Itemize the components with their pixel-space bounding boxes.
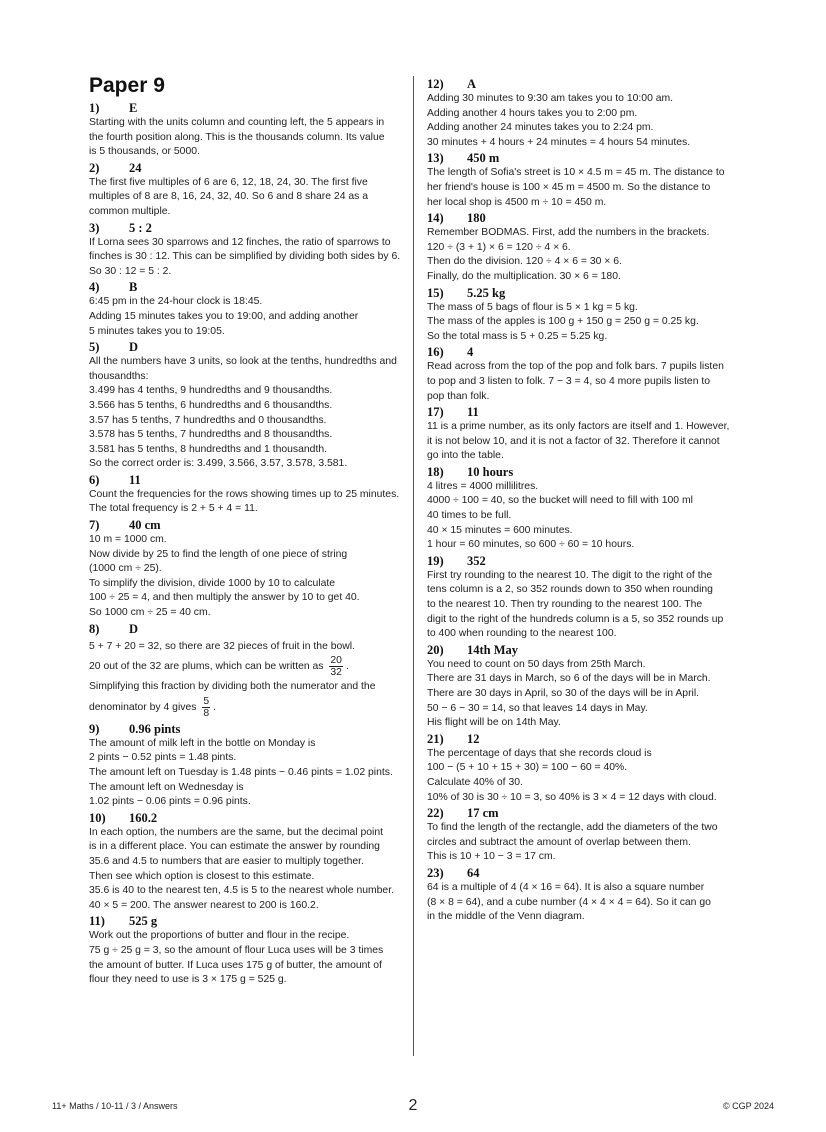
footer-page-number: 2 (408, 1097, 418, 1114)
right-questions (427, 77, 735, 925)
explanation-line: So 30 : 12 = 5 : 2. (89, 265, 172, 277)
explanation-line: 3.566 has 5 tenths, 6 hundredths and 6 thousandths. (89, 399, 333, 411)
question-answer: 450 m (467, 151, 500, 166)
fraction-5-8 (202, 696, 210, 719)
question-answer: 11 (129, 472, 141, 487)
question-header (89, 101, 399, 116)
explanation-line: 3.499 has 4 tenths, 9 hundredths and 9 thousandths. (89, 385, 333, 397)
explanation-line: First try rounding to the nearest 10. The digit to the right of the (427, 569, 713, 581)
question-header (427, 151, 735, 166)
explanation-line: There are 30 days in April, so 30 of the days will be in April. (427, 688, 700, 699)
explanation-line: The amount of milk left in the bottle on Monday is (89, 737, 316, 749)
question-answer: A (467, 77, 477, 91)
explanation-line: His flight will be on 14th May. (427, 717, 561, 729)
question-answer: 64 (467, 865, 480, 880)
question-9 (89, 722, 399, 810)
question-header (427, 465, 735, 480)
question-answer: 11 (467, 405, 479, 420)
question-answer: 0.96 pints (129, 721, 181, 736)
explanation-line: 3.578 has 5 tenths, 7 hundredths and 8 thousandths. (89, 429, 333, 441)
question-header (427, 866, 735, 881)
question-header (89, 161, 399, 176)
question-4 (89, 280, 399, 339)
question-number: 1) (89, 101, 100, 115)
explanation-line: Finally, do the multiplication. 30 × 6 = 180. (427, 270, 621, 282)
explanation-line: pop than folk. (427, 390, 490, 402)
explanation-line: to pop and 3 listen to folk. 7 − 3 = 4, so 4 more pupils listen to (427, 375, 711, 387)
question-number: 13) (427, 151, 444, 166)
explanation-line: 40 × 5 = 200. The answer nearest to 200 is 160.2. (89, 899, 319, 911)
question-number: 15) (427, 285, 444, 300)
explanation-line: circles and subtract the amount of overlap between them. (427, 836, 691, 848)
explanation-line: You need to count on 50 days from 25th March. (427, 658, 646, 670)
question-answer: 180 (467, 211, 486, 226)
explanation-line: Remember BODMAS. First, add the numbers in the brackets. (427, 227, 710, 239)
explanation-line: 3.57 has 5 tenths, 7 hundredths and 0 thousandths. (89, 414, 327, 426)
question-7 (89, 518, 399, 621)
explanation-line: the amount of butter. If Luca uses 175 g of butter, the amount of (89, 959, 382, 971)
explanation-line: In each option, the numbers are the same, but the decimal point (89, 826, 384, 838)
explanation-line: thousandths: (89, 370, 149, 382)
question-23 (427, 866, 735, 925)
explanation-line: The first five multiples of 6 are 6, 12, 18, 24, 30. The first five (89, 176, 368, 188)
question-number: 3) (89, 220, 100, 235)
explanation-line: So the total mass is 5 + 0.25 = 5.25 kg. (427, 330, 608, 342)
question-header (89, 518, 399, 533)
explanation-line: 40 × 15 minutes = 600 minutes. (427, 524, 573, 536)
explanation-line: her local shop is 4500 m ÷ 10 = 450 m. (427, 196, 607, 208)
right-column (427, 76, 735, 925)
question-number: 22) (427, 806, 444, 821)
explanation-line: 50 − 6 − 30 = 14, so that leaves 14 days in May. (427, 702, 648, 714)
explanation-line: in the middle of the Venn diagram. (427, 911, 585, 923)
explanation-line: Adding another 24 minutes takes you to 2:24 pm. (427, 122, 654, 134)
explanation-line: is 5 thousands, or 5000. (89, 146, 200, 158)
explanation-line: 100 − (5 + 10 + 15 + 30) = 100 − 60 = 40%. (427, 762, 628, 774)
question-number: 21) (427, 731, 444, 746)
explanation-line: To simplify the division, divide 1000 by 10 to calculate (89, 577, 336, 589)
question-number: 5) (89, 340, 100, 355)
explanation-line: 3.581 has 5 tenths, 8 hundredths and 1 thousandth. (89, 443, 328, 455)
question-header (89, 473, 399, 488)
explanation-line: Count the frequencies for the rows showing times up to 25 minutes. (89, 488, 400, 500)
explanation-line: 5 + 7 + 20 = 32, so there are 32 pieces of fruit in the bowl. (89, 640, 355, 652)
question-number: 20) (427, 642, 444, 657)
question-10 (89, 811, 399, 914)
explanation-line: the fourth position along. This is the thousands column. Its value (89, 131, 385, 143)
explanation-line: 11 is a prime number, as its only factors are itself and 1. However, (427, 421, 730, 433)
explanation-line: 120 ÷ (3 + 1) × 6 = 120 ÷ 4 × 6. (427, 241, 571, 253)
question-number: 10) (89, 810, 106, 825)
explanation-line: If Lorna sees 30 sparrows and 12 finches, the ratio of sparrows to (89, 236, 391, 248)
explanation-line: is in a different place. You can estimate the answer by rounding (89, 841, 380, 853)
explanation-line: 30 minutes + 4 hours + 24 minutes = 4 hours 54 minutes. (427, 136, 691, 148)
question-21 (427, 732, 735, 805)
question-header (89, 221, 399, 236)
question-6 (89, 473, 399, 517)
explanation-line: 40 times to be full. (427, 510, 512, 522)
question-18 (427, 465, 735, 553)
question-number: 6) (89, 472, 100, 487)
explanation-line: 1.02 pints − 0.06 pints = 0.96 pints. (89, 796, 251, 808)
explanation-line: All the numbers have 3 units, so look at the tenths, hundredths and (89, 356, 397, 368)
question-header (427, 806, 735, 821)
fraction-denominator: 32 (330, 666, 342, 678)
explanation-line: 6:45 pm in the 24-hour clock is 18:45. (89, 296, 263, 308)
question-header (427, 405, 735, 420)
explanation-line: tens column is a 2, so 352 rounds down to 350 when rounding (427, 584, 713, 596)
left-questions-b (89, 722, 399, 988)
question-answer: 352 (467, 553, 486, 568)
explanation-line: The total frequency is 2 + 5 + 4 = 11. (89, 503, 258, 515)
question-answer: B (129, 280, 138, 295)
explanation-line: To find the length of the rectangle, add the diameters of the two (427, 822, 718, 834)
explanation-line: 10 m = 1000 cm. (89, 534, 167, 546)
question-answer: E (129, 101, 138, 115)
explanation-line: (8 × 8 = 64), and a cube number (4 × 4 × 4 = 64). So it can go (427, 896, 711, 908)
question-17 (427, 405, 735, 464)
explanation-text: denominator by 4 gives (89, 701, 197, 713)
question-answer: D (129, 340, 139, 355)
explanation-line: her friend's house is 100 × 45 m = 4500 m. So the distance to (427, 181, 711, 193)
question-header (427, 211, 735, 226)
footer-course-code: 11+ Maths / 10-11 / 3 / Answers (52, 1101, 178, 1111)
question-answer: 5.25 kg (467, 285, 506, 300)
fraction-20-32 (329, 655, 343, 678)
question-header (89, 914, 399, 929)
explanation-line: 5 minutes takes you to 19:05. (89, 325, 225, 337)
question-number: 23) (427, 865, 444, 880)
question-answer: 14th May (467, 642, 519, 657)
question-header (427, 77, 735, 92)
question-answer: 525 g (129, 914, 158, 929)
explanation-line: 64 is a multiple of 4 (4 × 16 = 64). It is also a square number (427, 881, 705, 893)
explanation-line: 2 pints − 0.52 pints = 1.48 pints. (89, 752, 237, 764)
explanation-line: The length of Sofia's street is 10 × 4.5 m = 45 m. The distance to (427, 167, 725, 179)
question-2 (89, 161, 399, 220)
explanation-line: The mass of the apples is 100 g + 150 g = 250 g = 0.25 kg. (427, 316, 699, 328)
explanation-line: The percentage of days that she records cloud is (427, 747, 652, 759)
question-header (427, 732, 735, 747)
question-answer: 10 hours (467, 464, 514, 479)
question-number: 2) (89, 160, 100, 175)
explanation-line: go into the table. (427, 450, 504, 462)
explanation-line: Starting with the units column and counting left, the 5 appears in (89, 117, 385, 128)
question-answer: 160.2 (129, 810, 158, 825)
question-answer: 40 cm (129, 518, 161, 533)
question-header (89, 340, 399, 355)
explanation-line: 35.6 is 40 to the nearest ten, 4.5 is 5 to the nearest whole number. (89, 885, 394, 897)
explanation-line: 1 hour = 60 minutes, so 600 ÷ 60 = 10 hours. (427, 539, 635, 551)
explanation-line: common multiple. (89, 205, 171, 217)
explanation-line: to 400 when rounding to the nearest 100. (427, 628, 617, 640)
explanation-line: Now divide by 25 to find the length of one piece of string (89, 548, 348, 560)
question-1 (89, 101, 399, 160)
question-number: 17) (427, 405, 444, 420)
explanation-line: Adding 15 minutes takes you to 19:00, and adding another (89, 310, 359, 322)
paper-title: Paper 9 (89, 74, 165, 97)
explanation-line: finches is 30 : 12. This can be simplified by dividing both sides by 6. (89, 251, 401, 263)
explanation-line: Adding 30 minutes to 9:30 am takes you to 10:00 am. (427, 93, 674, 104)
question-5 (89, 340, 399, 472)
question-3 (89, 221, 399, 280)
explanation-line: (1000 cm ÷ 25). (89, 563, 162, 575)
question-number: 16) (427, 345, 444, 360)
explanation-line: 75 g ÷ 25 g = 3, so the amount of flour Luca uses will be 3 times (89, 944, 384, 956)
question-13 (427, 151, 735, 210)
question-header (427, 286, 735, 301)
explanation-line-with-fraction: 20 out of the 32 are plums, which can be written as $\frac{20}{32}$ . (89, 654, 349, 678)
explanation-line: Adding another 4 hours takes you to 2:00 pm. (427, 107, 638, 119)
question-number: 9) (89, 721, 100, 736)
question-number: 18) (427, 464, 444, 479)
explanation-line: Work out the proportions of butter and flour in the recipe. (89, 930, 350, 942)
question-16 (427, 345, 735, 404)
explanation-line: There are 31 days in March, so 6 of the days will be in March. (427, 673, 711, 685)
question-number: 19) (427, 553, 444, 568)
footer-copyright: © CGP 2024 (723, 1101, 774, 1111)
left-questions-a (89, 101, 399, 621)
question-answer: 17 cm (467, 806, 499, 821)
explanation-line: it is not below 10, and it is not a factor of 32. Therefore it cannot (427, 435, 720, 447)
question-header (89, 722, 399, 737)
explanation-line: 35.6 and 4.5 to numbers that are easier to multiply together. (89, 855, 364, 867)
question-header (89, 811, 399, 826)
question-answer: 12 (467, 731, 480, 746)
question-answer: 24 (129, 160, 142, 175)
question-number: 11) (89, 914, 105, 929)
explanation-line: multiples of 8 are 8, 16, 24, 32, 40. So 6 and 8 share 24 as a (89, 191, 368, 203)
explanation-line-with-fraction: denominator by 4 gives $\frac{5}{8}$ . (89, 695, 216, 719)
question-number: 7) (89, 518, 100, 533)
explanation-line: Calculate 40% of 30. (427, 776, 523, 788)
question-answer: 4 (467, 345, 474, 360)
explanation-line: 4000 ÷ 100 = 40, so the bucket will need to fill with 100 ml (427, 495, 693, 507)
question-15 (427, 286, 735, 345)
explanation-line: Simplifying this fraction by dividing both the numerator and the (89, 681, 376, 693)
explanation-line: 4 litres = 4000 millilitres. (427, 480, 539, 492)
column-divider (413, 76, 414, 1056)
explanation-line: The mass of 5 bags of flour is 5 × 1 kg = 5 kg. (427, 301, 638, 313)
question-header (427, 345, 735, 360)
explanation-line: The amount left on Wednesday is (89, 781, 244, 793)
question-number: 14) (427, 211, 444, 226)
explanation-line: So the correct order is: 3.499, 3.566, 3.57, 3.578, 3.581. (89, 458, 348, 470)
explanation-line: The amount left on Tuesday is 1.48 pints − 0.46 pints = 1.02 pints. (89, 767, 393, 778)
explanation-line: Read across from the top of the pop and folk bars. 7 pupils listen (427, 361, 724, 373)
question-answer: 5 : 2 (129, 220, 152, 235)
question-12 (427, 77, 735, 150)
question-14 (427, 211, 735, 284)
explanation-line: 10% of 30 is 30 ÷ 10 = 3, so 40% is 3 × 4 = 12 days with cloud. (427, 791, 717, 803)
question-header (427, 554, 735, 569)
explanation-text: 20 out of the 32 are plums, which can be written as (89, 661, 324, 673)
question-22 (427, 806, 735, 865)
question-8 (89, 622, 399, 721)
question-header (427, 643, 735, 658)
fraction-numerator: 20 (330, 654, 342, 666)
question-number: 8) (89, 621, 100, 636)
question-11 (89, 914, 399, 987)
explanation-line: 100 ÷ 25 = 4, and then multiply the answer by 10 to get 40. (89, 592, 360, 604)
explanation-line: So 1000 cm ÷ 25 = 40 cm. (89, 607, 211, 619)
explanation-line: Then do the division. 120 ÷ 4 × 6 = 30 × 6. (427, 256, 622, 268)
explanation-line: digit to the right of the hundreds column is a 5, so 352 rounds up (427, 613, 724, 625)
question-20 (427, 643, 735, 731)
explanation-line: flour they need to use is 3 × 175 g = 525 g. (89, 974, 287, 986)
fraction-numerator: 5 (203, 695, 210, 707)
question-answer: D (129, 621, 139, 636)
explanation-line: This is 10 + 10 − 3 = 17 cm. (427, 851, 556, 863)
question-number: 12) (427, 77, 444, 91)
left-column (89, 73, 399, 988)
explanation-line: to the nearest 10. Then try rounding to the nearest 100. The (427, 599, 703, 611)
question-header (89, 622, 399, 637)
fraction-denominator: 8 (203, 707, 210, 719)
explanation-line: Then see which option is closest to this estimate. (89, 870, 315, 882)
question-number: 4) (89, 280, 100, 295)
question-header (89, 280, 399, 295)
question-19 (427, 554, 735, 642)
